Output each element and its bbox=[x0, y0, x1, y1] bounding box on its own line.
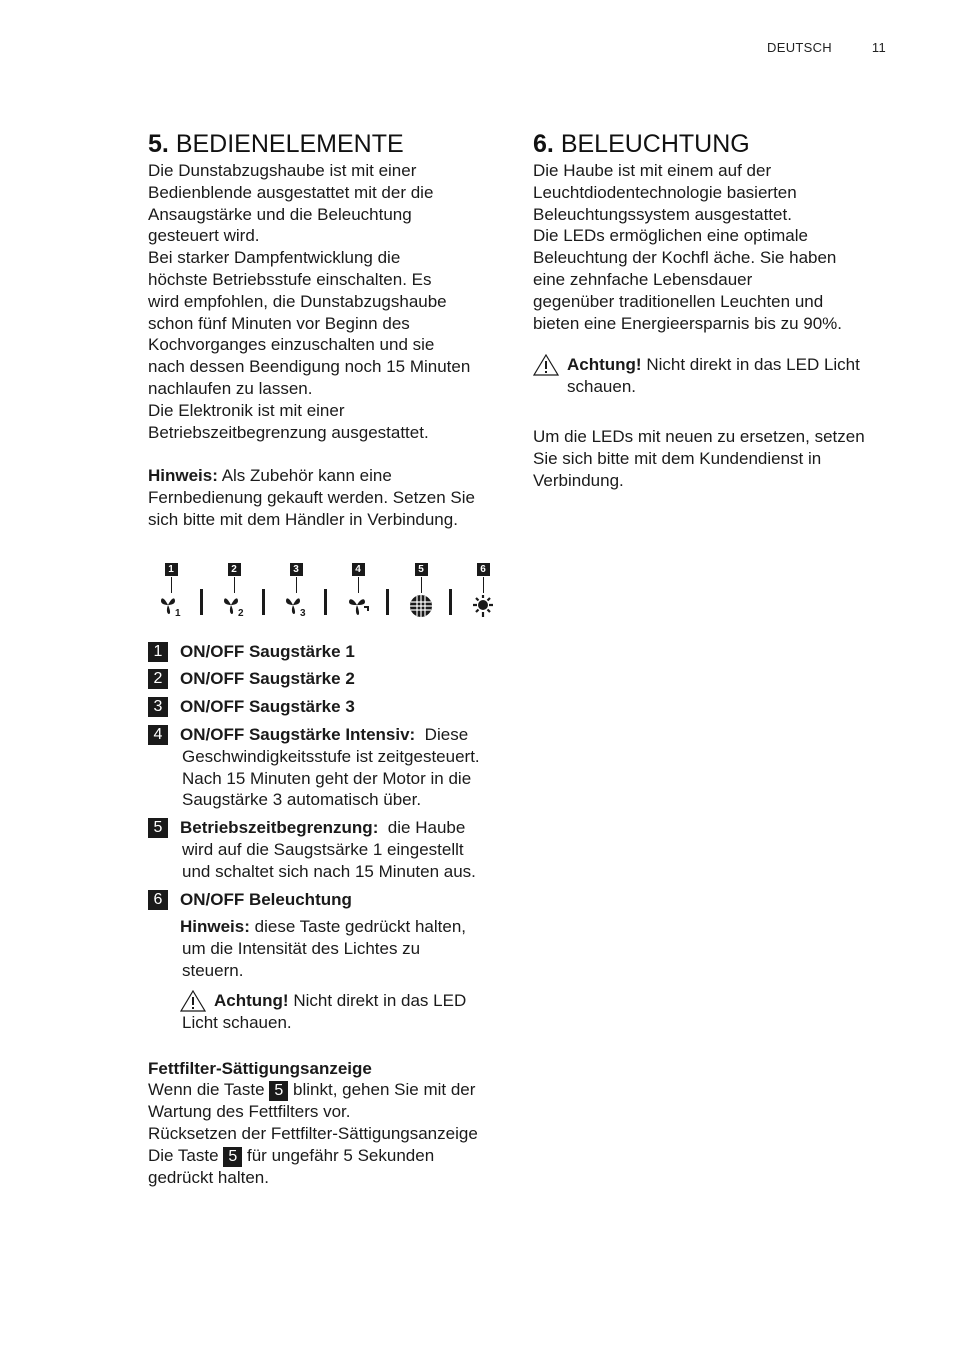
right-column bbox=[533, 128, 893, 491]
list-item: 3 ON/OFF Saugstärke 3 bbox=[148, 696, 508, 718]
list-item: 6 ON/OFF Beleuchtung bbox=[148, 889, 508, 911]
warning-icon bbox=[533, 354, 559, 376]
control-panel-diagram bbox=[152, 559, 508, 639]
list-item: 1 ON/OFF Saugstärke 1 bbox=[148, 641, 508, 663]
grease-filter-section: Fettfilter-Sättigungsanzeige Wenn die Taste 5 blinkt, gehen Sie mit der Wartung des Fettfilters vor. Rücksetzen der Fettfilter-Sättigungsanzeige Die Taste 5 für ungefähr 5 Sekunden gedrückt halten. bbox=[148, 1058, 478, 1187]
control-3: 3 3 bbox=[279, 559, 313, 617]
section-heading-lighting: 6. BELEUCHTUNG bbox=[533, 130, 750, 158]
fan-intensive-icon bbox=[345, 593, 371, 617]
control-1: 1 1 bbox=[154, 559, 188, 617]
grease-filter-title: Fettfilter-Sättigungsanzeige bbox=[148, 1058, 372, 1078]
list-item: 2 ON/OFF Saugstärke 2 bbox=[148, 668, 508, 690]
light-hint: Hinweis: diese Taste gedrückt halten, um die Intensität des Lichtes zu steuern. bbox=[180, 917, 467, 980]
svg-text:1: 1 bbox=[175, 607, 181, 617]
list-item: 5 Betriebszeitbegrenzung: die Haube wird auf die Saugstsärke 1 eingestellt und schaltet sich nach 15 Minuten aus. bbox=[148, 817, 508, 882]
svg-text:2: 2 bbox=[238, 607, 244, 617]
control-4: 4 bbox=[341, 559, 375, 617]
svg-text:3: 3 bbox=[300, 607, 306, 617]
fan-speed-1-icon bbox=[158, 593, 184, 617]
control-2: 2 2 bbox=[217, 559, 251, 617]
lighting-outro: Um die LEDs mit neuen zu ersetzen, setzen Sie sich bitte mit dem Kundendienst in Verbindung. bbox=[533, 426, 865, 490]
page-header bbox=[767, 40, 886, 55]
control-5: 5 bbox=[404, 559, 438, 619]
controls-intro: Die Dunstabzugshaube ist mit einer Bedienblende ausgestattet mit der die Ansaugstärke und die Beleuchtung gesteuert wird. Bei starker Dampfentwicklung die höchste Betriebsstufe einschalten. Es wird empfohlen, die Dunstabzugshaube schon fünf Minuten vor Beginn des Kochvorganges einzuschalten und sie nach dessen Beendigung noch 15 Minuten nachlaufen zu lassen. Die Elektronik ist mit einer Betriebszeitbegrenzung ausgestattet. bbox=[148, 161, 471, 442]
accessory-hint: Hinweis: Als Zubehör kann eine Fernbedienung gekauft werden. Setzen Sie sich bitte mit dem Händler in Verbindung. bbox=[148, 466, 476, 529]
list-item: 4 ON/OFF Saugstärke Intensiv: Diese Geschwindigkeitsstufe ist zeitgesteuert. Nach 15 Minuten geht der Motor in die Saugstärke 3 automatisch über. bbox=[148, 724, 508, 811]
filter-grid-icon bbox=[408, 593, 434, 619]
fan-speed-3-icon bbox=[283, 593, 309, 617]
warning-icon bbox=[180, 990, 206, 1012]
left-column bbox=[148, 128, 508, 1189]
page-number: 11 bbox=[871, 40, 886, 55]
lighting-intro: Die Haube ist mit einem auf der Leuchtdiodentechnologie basierten Beleuchtungssystem ausgestattet. Die LEDs ermöglichen eine optimale Beleuchtung der Kochfl äche. Sie haben eine zehnfache Lebensdauer gegenüber traditionellen Leuchten und bieten eine Energieersparnis bis zu 90%. bbox=[533, 161, 843, 333]
lighting-warning: Achtung! Nicht direkt in das LED Licht schauen. bbox=[533, 354, 893, 398]
light-warning: Achtung! Nicht direkt in das LED Licht schauen. bbox=[182, 990, 467, 1032]
section-heading-controls: 5. BEDIENELEMENTE bbox=[148, 130, 404, 158]
header-language: DEUTSCH bbox=[767, 40, 832, 55]
controls-legend bbox=[148, 641, 508, 1034]
fan-speed-2-icon bbox=[221, 593, 247, 617]
control-6: 6 bbox=[466, 559, 500, 619]
light-icon bbox=[470, 593, 496, 619]
